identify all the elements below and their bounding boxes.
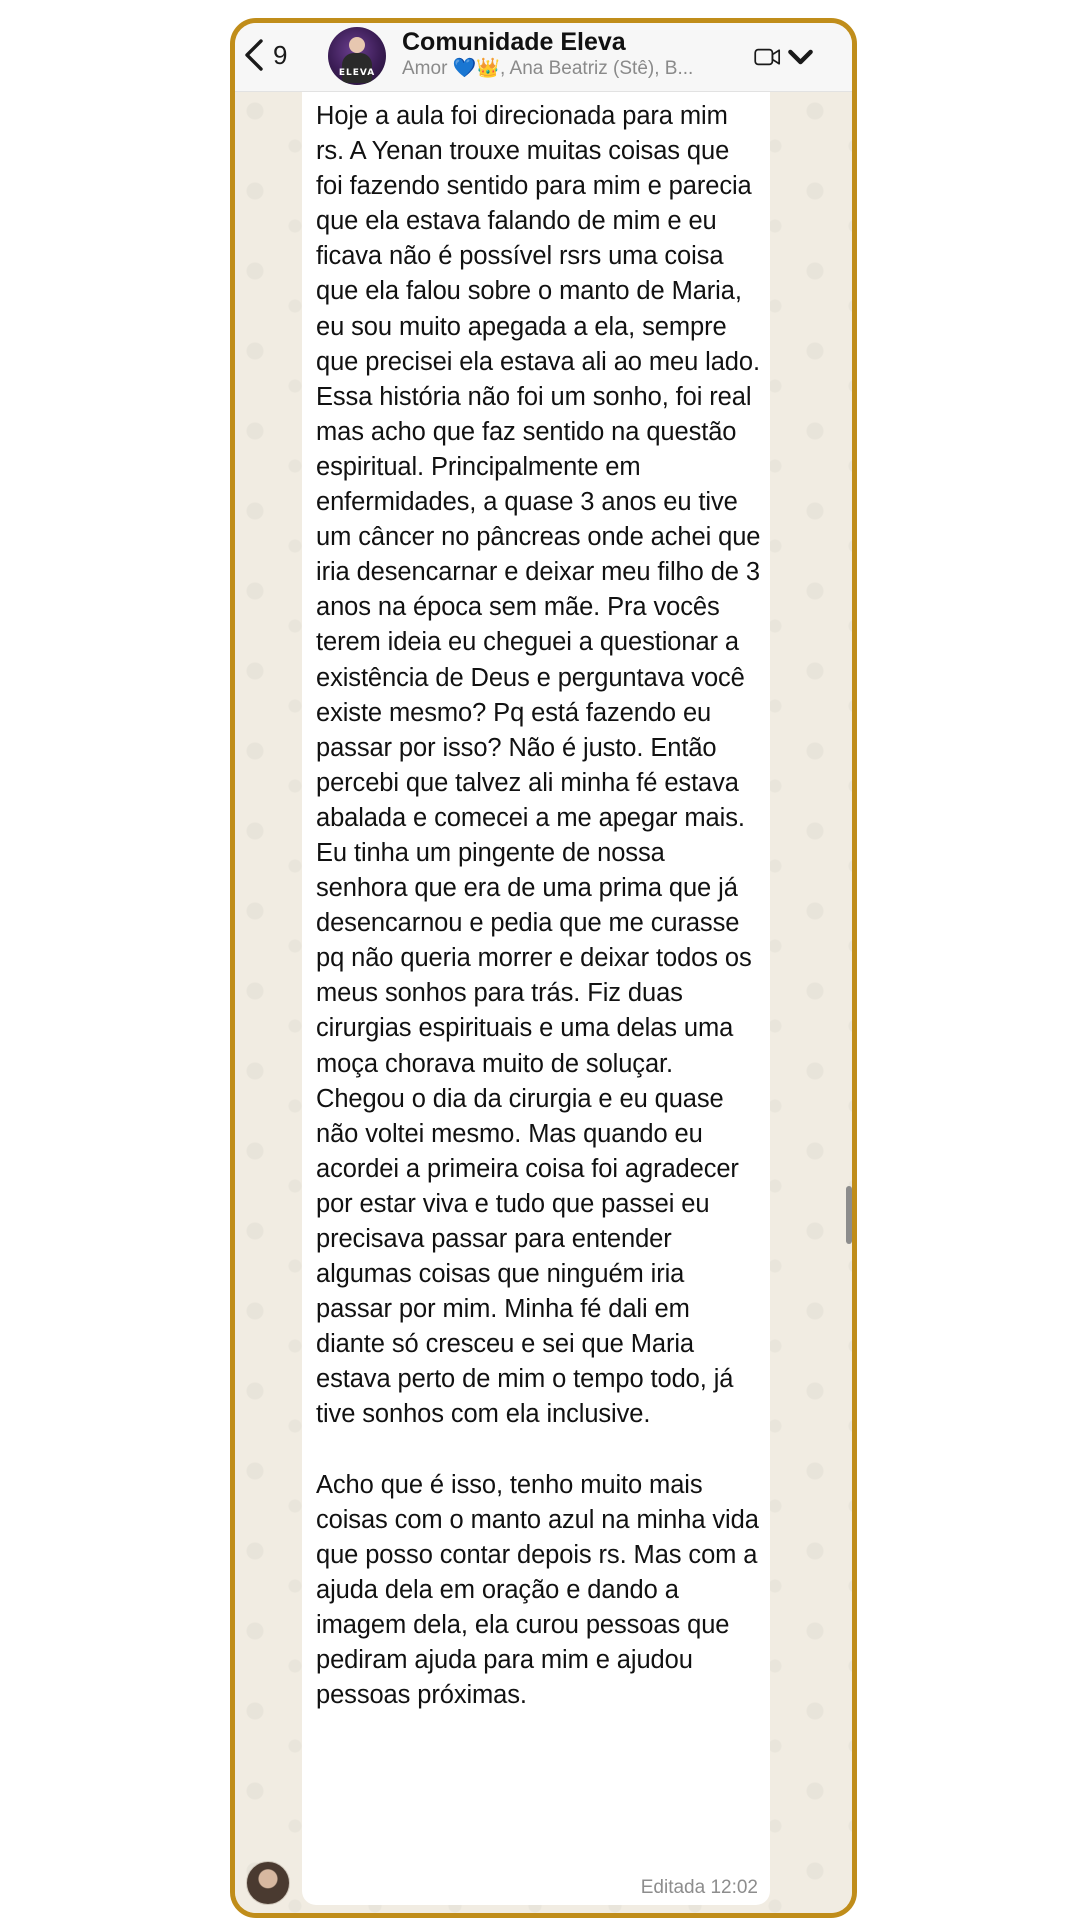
video-camera-icon bbox=[754, 42, 781, 72]
chat-window bbox=[230, 18, 857, 1918]
members-rest: , Ana Beatriz (Stê), B... bbox=[500, 58, 694, 79]
scrollbar-thumb[interactable] bbox=[846, 1186, 852, 1244]
message-text: Hoje a aula foi direcionada para mim rs. A Yenan trouxe muitas coisas que foi fazendo sentido para mim e parecia que ela estava falando de mim e eu ficava não é possível rsrs uma coisa que ela falou sobre o manto de Maria, eu sou muito apegada a ela, sempre que precisei ela estava ali ao meu lado. Essa história não foi um sonho, foi real mas acho que faz sentido na questão espiritual. Principalmente em enfermidades, a quase 3 anos eu tive um câncer no pâncreas onde achei que iria desencarnar e deixar meu filho de 3 anos na época sem mãe. Pra vocês terem ideia eu cheguei a questionar a existência de Deus e perguntava você existe mesmo? Pq está fazendo eu passar por isso? Não é justo. Então percebi que talvez ali minha fé estava abalada e comecei a me apegar mais. Eu tinha um pingente de nossa senhora que era de uma prima que já desencarnou e pedia que me curasse pq não queria morrer e deixar todos os meus sonhos para trás. Fiz duas cirurgias espirituais e uma delas uma moça chorava muito de soluçar. Chegou o dia da cirurgia e eu quase não voltei mesmo. Mas quando eu acordei a primeira coisa foi agradecer por estar viva e tudo que passei eu precisava passar para entender algumas coisas que ninguém iria passar por mim. Minha fé dali em diante só cresceu e sei que Maria estava perto de mim o tempo todo, já tive sonhos com ela inclusive. Acho que é isso, tenho muito mais coisas com o manto azul na minha vida que posso contar depois rs. Mas com a ajuda dela em oração e dando a imagem dela, ela curou pessoas que pediram ajuda para mim e ajudou pessoas próximas. bbox=[316, 102, 761, 1710]
members-prefix: Amor bbox=[402, 58, 453, 79]
group-members bbox=[402, 57, 732, 81]
back-button[interactable] bbox=[243, 35, 287, 75]
chat-header[interactable] bbox=[235, 23, 852, 92]
video-call-button[interactable] bbox=[754, 39, 814, 75]
message-bubble[interactable] bbox=[302, 91, 770, 1905]
blue-heart-emoji: 💙 bbox=[452, 58, 477, 79]
crown-emoji: 👑 bbox=[476, 58, 501, 79]
group-avatar[interactable] bbox=[328, 27, 386, 85]
unread-count: 9 bbox=[273, 39, 288, 70]
avatar-logo-text: ELEVA bbox=[338, 68, 376, 78]
group-info[interactable] bbox=[402, 27, 732, 81]
message-timestamp: Editada 12:02 bbox=[640, 1877, 758, 1898]
chevron-down-icon bbox=[787, 42, 814, 72]
sender-avatar[interactable] bbox=[246, 1861, 290, 1905]
chevron-left-icon bbox=[243, 38, 265, 72]
group-name: Comunidade Eleva bbox=[402, 28, 626, 56]
avatar-figure-head bbox=[349, 37, 365, 53]
